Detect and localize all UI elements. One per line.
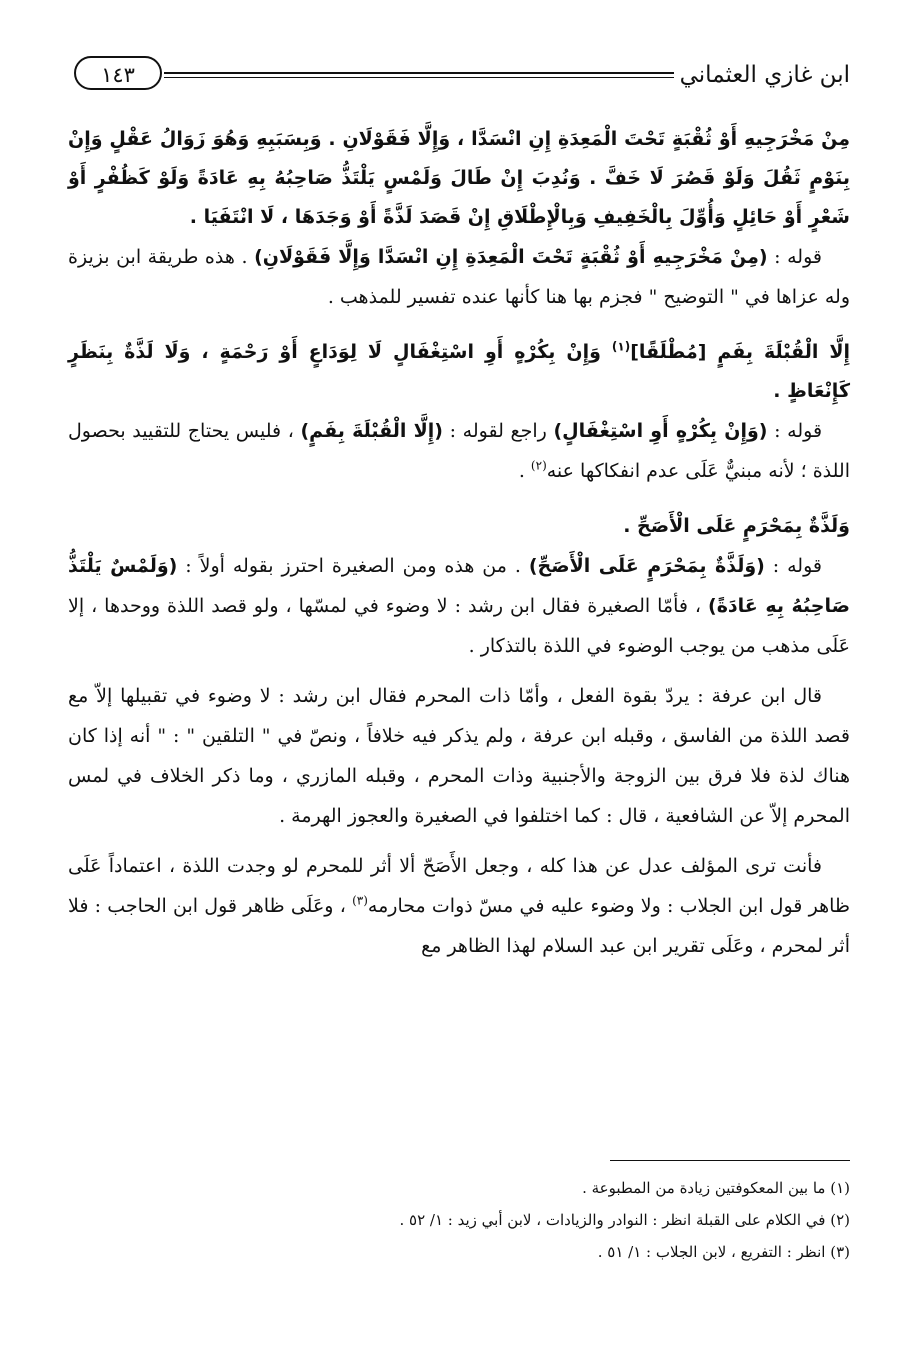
page-number: ١٤٣	[74, 56, 162, 90]
sharh-text: . هذه طريقة ابن بزيزة وله عزاها في " التوضيح " فجزم بها هنا كأنها عنده تفسير للمذهب .	[68, 246, 850, 308]
sharh-text-cont: ، فليس يحتاج للتقييد بحصول اللذة ؛ لأنه مبنيٌّ عَلَى عدم انفكاكها عنه	[68, 420, 850, 482]
footnote-ref-1: (١)	[611, 339, 631, 354]
sharh-text: فأنت ترى المؤلف عدل عن هذا كله ، وجعل الأَصَحّ ألا أثر للمحرم لو وجدت اللذة ، اعتماداً عَلَى ظاهر قول ابن الجلاب : ولا وضوء عليه في مسّ ذوات محارمه	[68, 855, 850, 917]
footnote-3: (٣) انظر : التفريع ، لابن الجلاب : ١/ ٥١ .	[597, 1243, 850, 1261]
footnote-separator	[610, 1160, 850, 1161]
book-page	[68, 54, 850, 1294]
sharh-paragraph-1	[68, 237, 850, 317]
spacer	[68, 666, 850, 676]
matn-text: مِنْ مَخْرَجِيهِ أَوْ ثُقْبَةٍ تَحْتَ الْمَعِدَةِ إِنِ انْسَدَّا ، وَإِلَّا فَقَوْلَانِ . وَبِسَبَبِهِ وَهُوَ زَوَالُ عَقْلٍ وَإِنْ بِنَوْمٍ ثَقُلَ وَلَوْ قَصُرَ لَا خَفَّ . وَنُدِبَ إِنْ طَالَ وَلَمْسٍ يَلْتَذُّ صَاحِبُهُ بِهِ عَادَةً وَلَوْ كَظُفْرٍ أَوْ شَعْرٍ أَوْ حَائِلٍ وَأُوِّلَ بِالْخَفِيفِ وَبِالْإِطْلَاقِ إِنْ قَصَدَ لَذَّةً أَوْ وَجَدَهَا ، لَا انْتَفَيَا .	[68, 128, 850, 228]
footnote-1: (١) ما بين المعكوفتين زيادة من المطبوعة .	[582, 1179, 850, 1197]
sharh-text: قال ابن عرفة : يردّ بقوة الفعل ، وأمّا ذات المحرم فقال ابن رشد : لا وضوء في تقبيلها إلاّ مع قصد اللذة من الفاسق ، وقبله ابن عرفة ، ولم يذكر فيه خلافاً ، ونصّ في " التلقين " : " أنه إذا كان هناك لذة فلا فرق بين الزوجة والأجنبية وذات المحرم ، وقبله المازري ، وما ذكر الخلاف في لمس المحرم إلاّ عن الشافعية ، قال : كما اختلفوا في الصغيرة والعجوز الهرمة .	[68, 685, 850, 827]
sharh-quote-2: (إِلَّا الْقُبْلَةَ بِفَمٍ)	[300, 420, 443, 442]
running-header	[68, 54, 850, 102]
matn-paragraph-1	[68, 120, 850, 237]
spacer	[68, 836, 850, 846]
page-body	[68, 120, 850, 966]
sharh-paragraph-4	[68, 676, 850, 836]
matn-paragraph-2	[68, 333, 850, 411]
spacer	[68, 491, 850, 507]
matn-text-cont: وَإِنْ بِكُرْهٍ أَوِ اسْتِغْفَالٍ لَا لِوَدَاعٍ أَوْ رَحْمَةٍ ، وَلَا لَذَّةٌ بِنَظَرٍ كَإِنْعَاظٍ .	[68, 341, 850, 402]
sharh-quote: (وَإِنْ بِكُرْهٍ أَوِ اسْتِغْفَالٍ)	[553, 420, 768, 442]
sharh-quote-2: (وَلَمْسٌ يَلْتَذُّ صَاحِبُهُ بِهِ عَادَةً)	[68, 555, 850, 617]
sharh-lead: قوله :	[767, 246, 822, 268]
sharh-lead: قوله :	[764, 555, 822, 577]
sharh-tail: .	[518, 460, 531, 482]
sharh-text-cont: ، وعَلَى ظاهر قول ابن الحاجب : فلا أثر لمحرم ، وعَلَى تقرير ابن عبد السلام لهذا الظاهر مع	[68, 895, 850, 957]
running-header-title: ابن غازي العثماني	[679, 62, 850, 88]
sharh-text: راجع لقوله :	[443, 420, 554, 442]
sharh-quote: (وَلَذَّةٌ بِمَحْرَمٍ عَلَى الْأَصَحِّ)	[528, 555, 765, 577]
sharh-lead: قوله :	[767, 420, 823, 442]
sharh-paragraph-5	[68, 846, 850, 966]
footnote-2: (٢) في الكلام على القبلة انظر : النوادر والزيادات ، لابن أبي زيد : ١/ ٥٢ .	[399, 1211, 850, 1229]
matn-text: إِلَّا الْقُبْلَةَ بِفَمٍ [مُطْلَقًا]	[630, 341, 850, 363]
sharh-text: . من هذه ومن الصغيرة احترز بقوله أولاً :	[177, 555, 529, 577]
matn-paragraph-3	[68, 507, 850, 546]
sharh-paragraph-3	[68, 546, 850, 666]
sharh-paragraph-2	[68, 411, 850, 491]
footnote-ref-2: (٢)	[530, 458, 547, 473]
footnotes	[68, 1172, 850, 1268]
header-rule	[164, 72, 674, 78]
matn-text: وَلَذَّةٌ بِمَحْرَمٍ عَلَى الْأَصَحِّ .	[623, 515, 850, 537]
sharh-text-cont: ، فأمّا الصغيرة فقال ابن رشد : لا وضوء في لمسّها ، ولو قصد اللذة ووحدها ، إلا عَلَى مذهب من يوجب الوضوء في اللذة بالتذكار .	[68, 595, 850, 657]
spacer	[68, 317, 850, 333]
footnote-ref-3: (٣)	[352, 893, 368, 908]
sharh-quote: (مِنْ مَخْرَجِيهِ أَوْ ثُقْبَةٍ تَحْتَ الْمَعِدَةِ إِنِ انْسَدَّا وَإِلَّا فَقَوْلَانِ)	[254, 246, 768, 268]
